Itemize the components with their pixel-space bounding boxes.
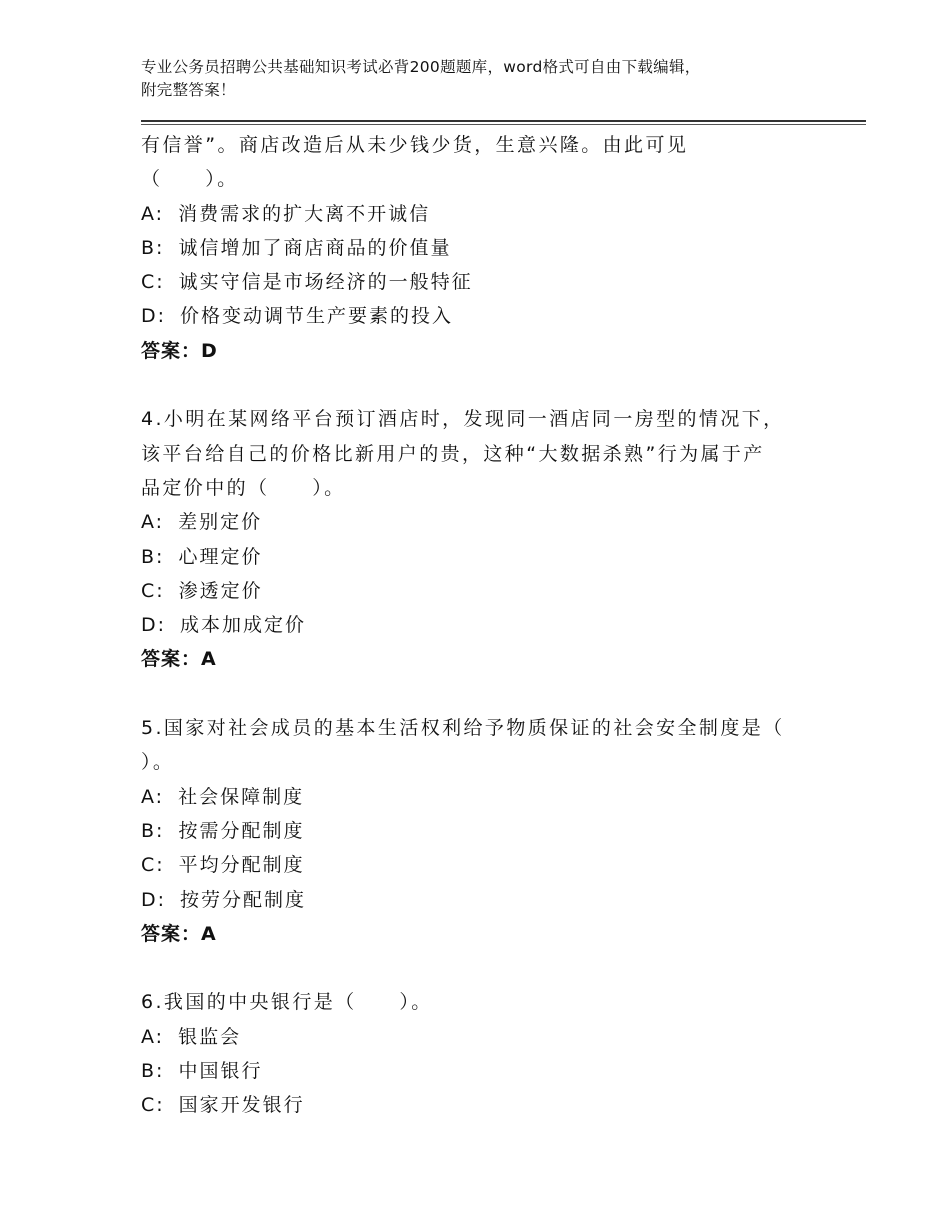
option-text: 成本加成定价 (180, 614, 307, 637)
option-label: A: (141, 511, 165, 534)
option-text: 按劳分配制度 (180, 888, 307, 911)
question-line: ）。 (141, 751, 175, 774)
spacer (141, 677, 831, 711)
option-text: 诚信增加了商店商品的价值量 (178, 236, 452, 259)
answer-line: 答案：A (141, 648, 217, 671)
option-c (141, 848, 831, 882)
option-d (141, 608, 831, 642)
option-a (141, 197, 831, 231)
option-d (141, 299, 831, 333)
option-label: A: (141, 785, 165, 808)
option-b (141, 814, 831, 848)
question-text (141, 402, 831, 505)
option-d (141, 883, 831, 917)
question-line: 该平台给自己的价格比新用户的贵，这种“大数据杀熟”行为属于产 (141, 442, 765, 465)
question-6 (141, 985, 831, 1122)
option-text: 消费需求的扩大离不开诚信 (178, 202, 431, 225)
option-text: 社会保障制度 (178, 785, 305, 808)
option-text: 心理定价 (178, 545, 263, 568)
answer-line: 答案：A (141, 922, 217, 945)
question-4 (141, 402, 831, 676)
option-label: D: (141, 888, 167, 911)
header-divider (141, 120, 866, 122)
header-line-1: 专业公务员招聘公共基础知识考试必背200题题库，word格式可自由下载编辑， (141, 58, 701, 76)
question-3-continued (141, 128, 831, 368)
option-text: 差别定价 (178, 511, 263, 534)
option-label: A: (141, 1025, 165, 1048)
question-line: 6.我国的中央银行是（ ）。 (141, 991, 433, 1014)
option-label: A: (141, 202, 165, 225)
header-divider-thin (141, 124, 866, 125)
question-line: 有信誉”。商店改造后从未少钱少货，生意兴隆。由此可见 (141, 134, 689, 156)
question-text (141, 711, 831, 780)
option-text: 国家开发银行 (178, 1094, 305, 1117)
option-b (141, 1054, 831, 1088)
option-c (141, 265, 831, 299)
option-a (141, 1020, 831, 1054)
option-a (141, 780, 831, 814)
option-a (141, 505, 831, 539)
option-text: 渗透定价 (178, 579, 263, 602)
header-line-2: 附完整答案！ (141, 81, 236, 99)
spacer (141, 951, 831, 985)
question-line: （ ）。 (141, 168, 239, 191)
option-label: C: (141, 854, 165, 877)
option-label: C: (141, 271, 165, 294)
option-text: 价格变动调节生产要素的投入 (180, 305, 454, 328)
option-c (141, 574, 831, 608)
option-label: D: (141, 305, 167, 328)
question-line: 品定价中的（ ）。 (141, 476, 346, 499)
option-label: B: (141, 819, 165, 842)
question-line: 5.国家对社会成员的基本生活权利给予物质保证的社会安全制度是（ (141, 717, 785, 740)
question-line: 4.小明在某网络平台预订酒店时，发现同一酒店同一房型的情况下， (141, 408, 785, 431)
option-label: B: (141, 236, 165, 259)
question-text (141, 128, 831, 197)
document-body (141, 128, 831, 1123)
spacer (141, 368, 831, 402)
option-text: 中国银行 (178, 1060, 263, 1083)
option-label: C: (141, 579, 165, 602)
option-text: 银监会 (178, 1025, 242, 1048)
question-5 (141, 711, 831, 951)
option-label: D: (141, 614, 167, 637)
option-text: 平均分配制度 (178, 854, 305, 877)
page-header (141, 56, 831, 102)
option-c (141, 1088, 831, 1122)
option-text: 诚实守信是市场经济的一般特征 (178, 271, 473, 294)
option-label: C: (141, 1094, 165, 1117)
option-label: B: (141, 1060, 165, 1083)
question-text (141, 985, 831, 1019)
option-text: 按需分配制度 (178, 819, 305, 842)
option-b (141, 540, 831, 574)
option-b (141, 231, 831, 265)
option-label: B: (141, 545, 165, 568)
answer-line: 答案：D (141, 339, 218, 362)
